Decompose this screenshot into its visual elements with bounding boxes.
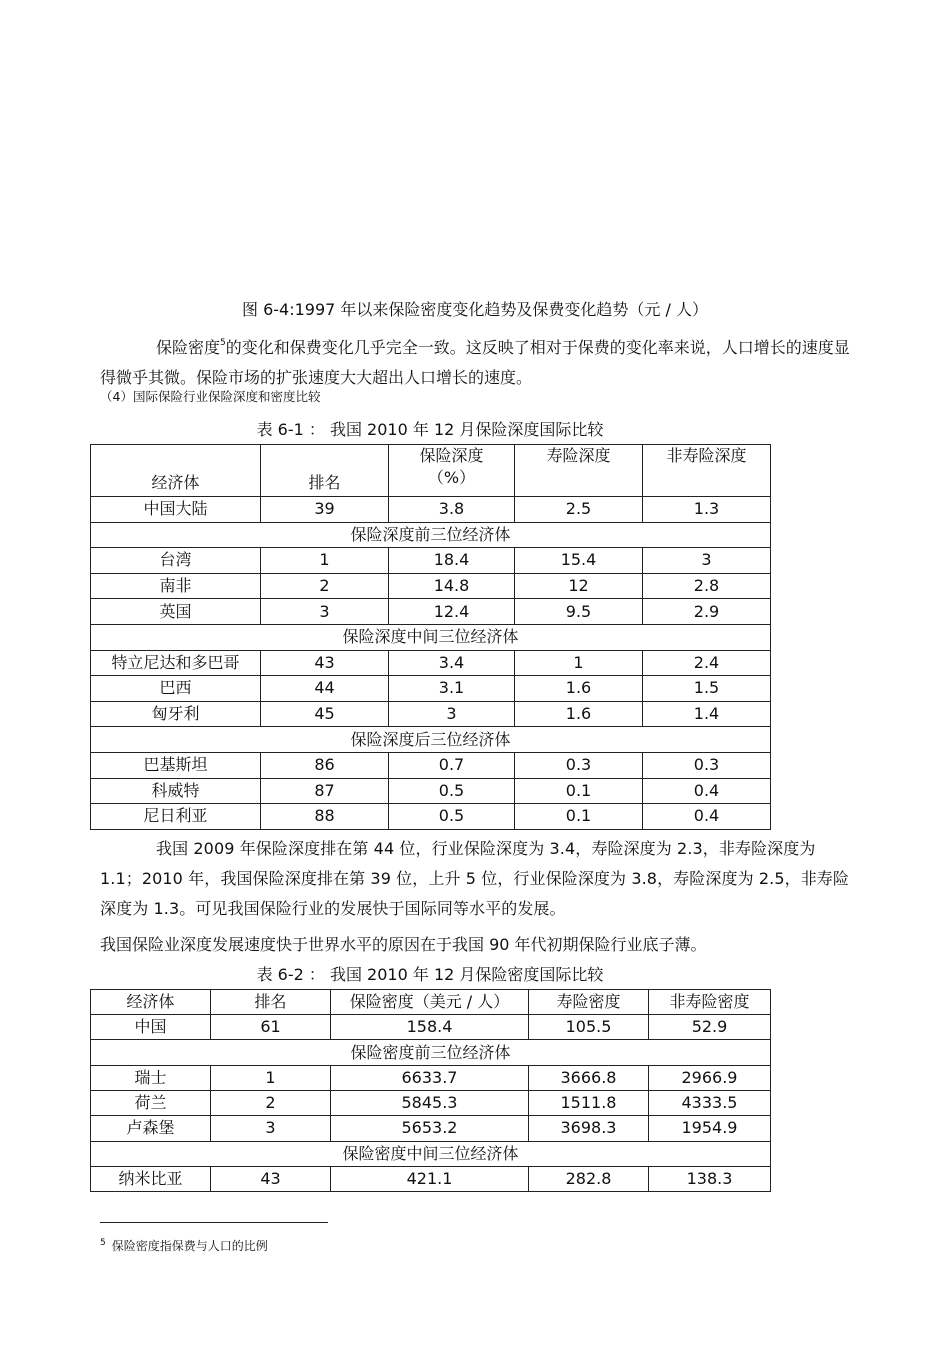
table-cell-nonlife: 1.3: [643, 497, 771, 523]
table-group-row: [91, 727, 771, 753]
table-row: [91, 1091, 771, 1116]
table-cell-economy: 巴基斯坦: [91, 752, 261, 778]
table-cell-nonlife: 2.9: [643, 599, 771, 625]
table-cell-depth: 3: [389, 701, 515, 727]
table-cell-nonlife: 1954.9: [649, 1116, 771, 1141]
table-cell-nonlife: 52.9: [649, 1015, 771, 1040]
table-cell-density: 158.4: [331, 1015, 529, 1040]
column-header-depth-line2: （%）: [427, 468, 476, 487]
table-cell-depth: 14.8: [389, 573, 515, 599]
paragraph-text-rest: 的变化和保费变化几乎完全一致。这反映了相对于保费的变化率来说，人口增长的速度显得微乎其微。保险市场的扩张速度大大超出人口增长的速度。: [100, 338, 850, 387]
table-cell-life: 15.4: [515, 548, 643, 574]
table-header-row: [91, 990, 771, 1015]
table-row: [91, 599, 771, 625]
column-header-depth: [389, 445, 515, 497]
table-row: [91, 1015, 771, 1040]
paragraph-text-lead: 保险密度: [156, 338, 221, 357]
table-cell-economy: 科威特: [91, 778, 261, 804]
table-cell-depth: 0.5: [389, 778, 515, 804]
table-cell-nonlife: 0.3: [643, 752, 771, 778]
group-title-top3: 保险深度前三位经济体: [91, 522, 771, 548]
table-row: [91, 497, 771, 523]
table-cell-economy: 瑞士: [91, 1065, 211, 1090]
table-cell-life: 3666.8: [529, 1065, 649, 1090]
table-row: [91, 804, 771, 830]
table-cell-rank: 44: [261, 676, 389, 702]
table-cell-rank: 2: [211, 1091, 331, 1116]
table2-caption: 表 6-2 ： 我国 2010 年 12 月保险密度国际比较: [256, 965, 604, 984]
table-cell-density: 5653.2: [331, 1116, 529, 1141]
table-cell-rank: 3: [211, 1116, 331, 1141]
table-cell-life: 9.5: [515, 599, 643, 625]
table-cell-life: 0.1: [515, 778, 643, 804]
table-cell-nonlife: 2.4: [643, 650, 771, 676]
table-cell-economy: 卢森堡: [91, 1116, 211, 1141]
table-cell-depth: 3.8: [389, 497, 515, 523]
column-header-rank: 排名: [261, 445, 389, 497]
table-cell-life: 3698.3: [529, 1116, 649, 1141]
column-header-density: 保险密度（美元 / 人）: [331, 990, 529, 1015]
table-cell-rank: 3: [261, 599, 389, 625]
column-header-economy: 经济体: [91, 990, 211, 1015]
table-cell-nonlife: 4333.5: [649, 1091, 771, 1116]
table-row: [91, 1167, 771, 1192]
table-group-row: [91, 624, 771, 650]
table-cell-rank: 2: [261, 573, 389, 599]
table-cell-depth: 3.1: [389, 676, 515, 702]
table-cell-rank: 43: [261, 650, 389, 676]
table-cell-economy: 匈牙利: [91, 701, 261, 727]
column-header-nonlife-depth: 非寿险深度: [643, 445, 771, 497]
group-title-middle3: 保险深度中间三位经济体: [91, 624, 771, 650]
table-cell-nonlife: 1.5: [643, 676, 771, 702]
table-row: [91, 701, 771, 727]
table-cell-nonlife: 0.4: [643, 778, 771, 804]
table-cell-life: 12: [515, 573, 643, 599]
insurance-depth-table: [90, 444, 771, 830]
table-cell-nonlife: 3: [643, 548, 771, 574]
group-title-bottom3: 保险深度后三位经济体: [91, 727, 771, 753]
table-cell-life: 0.3: [515, 752, 643, 778]
table-cell-nonlife: 2966.9: [649, 1065, 771, 1090]
table-cell-economy: 纳米比亚: [91, 1167, 211, 1192]
table-cell-depth: 3.4: [389, 650, 515, 676]
table-group-row: [91, 522, 771, 548]
footnote-divider: [100, 1222, 328, 1223]
group-title-top3: 保险密度前三位经济体: [91, 1040, 771, 1066]
footnote: [100, 1234, 268, 1255]
table-cell-economy: 尼日利亚: [91, 804, 261, 830]
table-row: [91, 676, 771, 702]
table-cell-life: 2.5: [515, 497, 643, 523]
table-cell-life: 1.6: [515, 676, 643, 702]
table-cell-depth: 0.7: [389, 752, 515, 778]
table-row: [91, 650, 771, 676]
table-cell-economy: 台湾: [91, 548, 261, 574]
table-row: [91, 573, 771, 599]
table-cell-rank: 61: [211, 1015, 331, 1040]
paragraph-depth-comparison: 我国 2009 年保险深度排在第 44 位，行业保险深度为 3.4，寿险深度为 2.3，非寿险深度为 1.1；2010 年，我国保险深度排在第 39 位，上升 5 位，行业保险深度为 3.8，寿险深度为 2.5，非寿险深度为 1.3。可见我国保险行业的发展快于国际同等水平的发展。: [100, 839, 849, 918]
table-cell-economy: 巴西: [91, 676, 261, 702]
table-cell-rank: 45: [261, 701, 389, 727]
group-title-middle3: 保险密度中间三位经济体: [91, 1141, 771, 1167]
table-cell-life: 0.1: [515, 804, 643, 830]
section-heading: （4）国际保险行业保险深度和密度比较: [100, 389, 321, 404]
table-row: [91, 1065, 771, 1090]
table-cell-nonlife: 2.8: [643, 573, 771, 599]
table-cell-nonlife: 1.4: [643, 701, 771, 727]
table-header-row: [91, 445, 771, 497]
table-cell-economy: 南非: [91, 573, 261, 599]
insurance-density-table: [90, 989, 771, 1192]
footnote-text: 保险密度指保费与人口的比例: [111, 1239, 268, 1253]
table-cell-economy: 特立尼达和多巴哥: [91, 650, 261, 676]
table-cell-life: 105.5: [529, 1015, 649, 1040]
table-cell-rank: 39: [261, 497, 389, 523]
table-cell-life: 1.6: [515, 701, 643, 727]
table-cell-life: 282.8: [529, 1167, 649, 1192]
table-cell-life: 1511.8: [529, 1091, 649, 1116]
table-cell-density: 5845.3: [331, 1091, 529, 1116]
table-group-row: [91, 1141, 771, 1167]
column-header-economy: 经济体: [91, 445, 261, 497]
table-cell-rank: 87: [261, 778, 389, 804]
table-cell-economy: 中国大陆: [91, 497, 261, 523]
table-cell-rank: 86: [261, 752, 389, 778]
table-cell-nonlife: 0.4: [643, 804, 771, 830]
table-cell-economy: 中国: [91, 1015, 211, 1040]
column-header-life-depth: 寿险深度: [515, 445, 643, 497]
figure-caption: 图 6-4:1997 年以来保险密度变化趋势及保费变化趋势（元 / 人）: [242, 300, 708, 319]
column-header-nonlife-density: 非寿险密度: [649, 990, 771, 1015]
table-cell-rank: 1: [211, 1065, 331, 1090]
column-header-life-density: 寿险密度: [529, 990, 649, 1015]
table-cell-depth: 18.4: [389, 548, 515, 574]
table-cell-economy: 荷兰: [91, 1091, 211, 1116]
table-row: [91, 778, 771, 804]
paragraph-depth-reason: 我国保险业深度发展速度快于世界水平的原因在于我国 90 年代初期保险行业底子薄。: [100, 935, 707, 954]
paragraph-density-trend: [100, 328, 860, 393]
table-cell-depth: 0.5: [389, 804, 515, 830]
footnote-reference[interactable]: 5: [220, 338, 226, 348]
table-row: [91, 1116, 771, 1141]
table-row: [91, 548, 771, 574]
table-cell-density: 421.1: [331, 1167, 529, 1192]
table1-caption: 表 6-1 ： 我国 2010 年 12 月保险深度国际比较: [256, 420, 604, 439]
column-header-depth-line1: 保险深度: [419, 446, 484, 465]
footnote-mark: 5: [100, 1238, 106, 1248]
table-cell-density: 6633.7: [331, 1065, 529, 1090]
table-cell-rank: 1: [261, 548, 389, 574]
table-cell-economy: 英国: [91, 599, 261, 625]
table-cell-life: 1: [515, 650, 643, 676]
table-cell-nonlife: 138.3: [649, 1167, 771, 1192]
table-group-row: [91, 1040, 771, 1066]
table-cell-rank: 88: [261, 804, 389, 830]
table-cell-rank: 43: [211, 1167, 331, 1192]
table-row: [91, 752, 771, 778]
column-header-rank: 排名: [211, 990, 331, 1015]
table-cell-depth: 12.4: [389, 599, 515, 625]
